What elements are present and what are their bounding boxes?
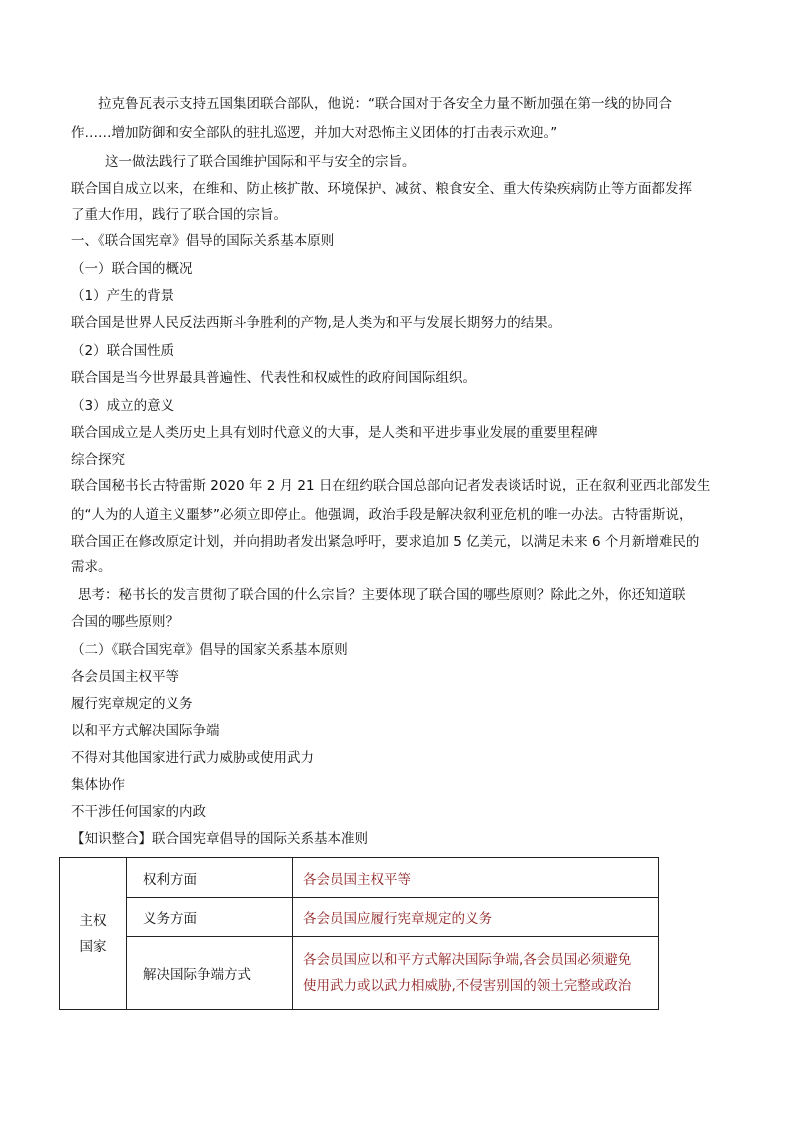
- table-row: [60, 898, 659, 937]
- p1-line1: 拉克鲁瓦表示支持五国集团联合部队，他说：“联合国对于各安全力量不断加强在第一线的协同合: [98, 96, 672, 112]
- item-2-heading: （2）联合国性质: [71, 343, 175, 359]
- explore-heading: 综合探究: [71, 452, 125, 468]
- think-line1: 思考：秘书长的发言贯彻了联合国的什么宗旨？主要体现了联合国的哪些原则？除此之外，你还知道联: [78, 587, 686, 603]
- principle-1: 各会员国主权平等: [71, 669, 179, 685]
- think-line2: 合国的哪些原则？: [71, 614, 179, 630]
- p3-line1: 联合国自成立以来，在维和、防止核扩散、环境保护、减贫、粮食安全、重大传染疾病防止等方面都发挥: [71, 181, 692, 197]
- item-2-text: 联合国是当今世界最具普遍性、代表性和权威性的政府间国际组织。: [71, 370, 476, 386]
- table-head-cell: [60, 858, 127, 1010]
- principle-5: 集体协作: [71, 777, 125, 793]
- table-row: [60, 858, 659, 898]
- table-category: 义务方面: [127, 898, 293, 937]
- summary-title: 【知识整合】联合国宪章倡导的国际关系基本准则: [71, 831, 368, 847]
- explore-line2: 的“人为的人道主义噩梦”必须立即停止。他强调，政治手段是解决叙利亚危机的唯一办法。古特雷斯说，: [71, 507, 693, 523]
- item-3-text: 联合国成立是人类历史上具有划时代意义的大事，是人类和平进步事业发展的重要里程碑: [71, 425, 598, 441]
- p2: 这一做法践行了联合国维护国际和平与安全的宗旨。: [105, 154, 416, 170]
- item-3-heading: （3）成立的意义: [71, 398, 175, 414]
- table-content: [293, 937, 659, 1010]
- principles-table: [59, 857, 659, 1010]
- explore-line3: 联合国正在修改原定计划，并向捐助者发出紧急呼吁，要求追加 5 亿美元，以满足未来 6 个月新增难民的: [71, 534, 700, 550]
- principle-4: 不得对其他国家进行武力威胁或使用武力: [71, 750, 314, 766]
- sub-heading-2: （二）《联合国宪章》倡导的国家关系基本原则: [71, 642, 348, 658]
- table-head-line1: 主权: [79, 912, 107, 929]
- explore-line1: 联合国秘书长古特雷斯 2020 年 2 月 21 日在纽约联合国总部向记者发表谈话时说，正在叙利亚西北部发生: [71, 478, 711, 494]
- principle-3: 以和平方式解决国际争端: [71, 723, 220, 739]
- table-head-line2: 国家: [79, 938, 107, 955]
- section-heading: 一、《联合国宪章》倡导的国际关系基本原则: [71, 233, 335, 249]
- item-1-heading: （1）产生的背景: [71, 288, 175, 304]
- table-content-line2: 使用武力或以武力相威胁,不侵害别国的领土完整或政治: [303, 978, 632, 994]
- table-content: 各会员国应履行宪章规定的义务: [293, 898, 659, 937]
- p1-line2: 作……增加防御和安全部队的驻扎巡逻，并加大对恐怖主义团体的打击表示欢迎。”: [71, 125, 558, 141]
- principle-6: 不干涉任何国家的内政: [71, 804, 206, 820]
- p3-line2: 了重大作用，践行了联合国的宗旨。: [71, 207, 287, 223]
- table-row: [60, 937, 659, 1010]
- explore-line4: 需求。: [71, 559, 112, 575]
- table-category: 解决国际争端方式: [127, 937, 293, 1010]
- item-1-text: 联合国是世界人民反法西斯斗争胜利的产物,是人类为和平与发展长期努力的结果。: [71, 315, 562, 331]
- table-category: 权利方面: [127, 858, 293, 898]
- table-content-line1: 各会员国应以和平方式解决国际争端,各会员国必须避免: [303, 952, 632, 968]
- principle-2: 履行宪章规定的义务: [71, 696, 193, 712]
- table-content: 各会员国主权平等: [293, 858, 659, 898]
- sub-heading-1: （一）联合国的概况: [71, 261, 193, 277]
